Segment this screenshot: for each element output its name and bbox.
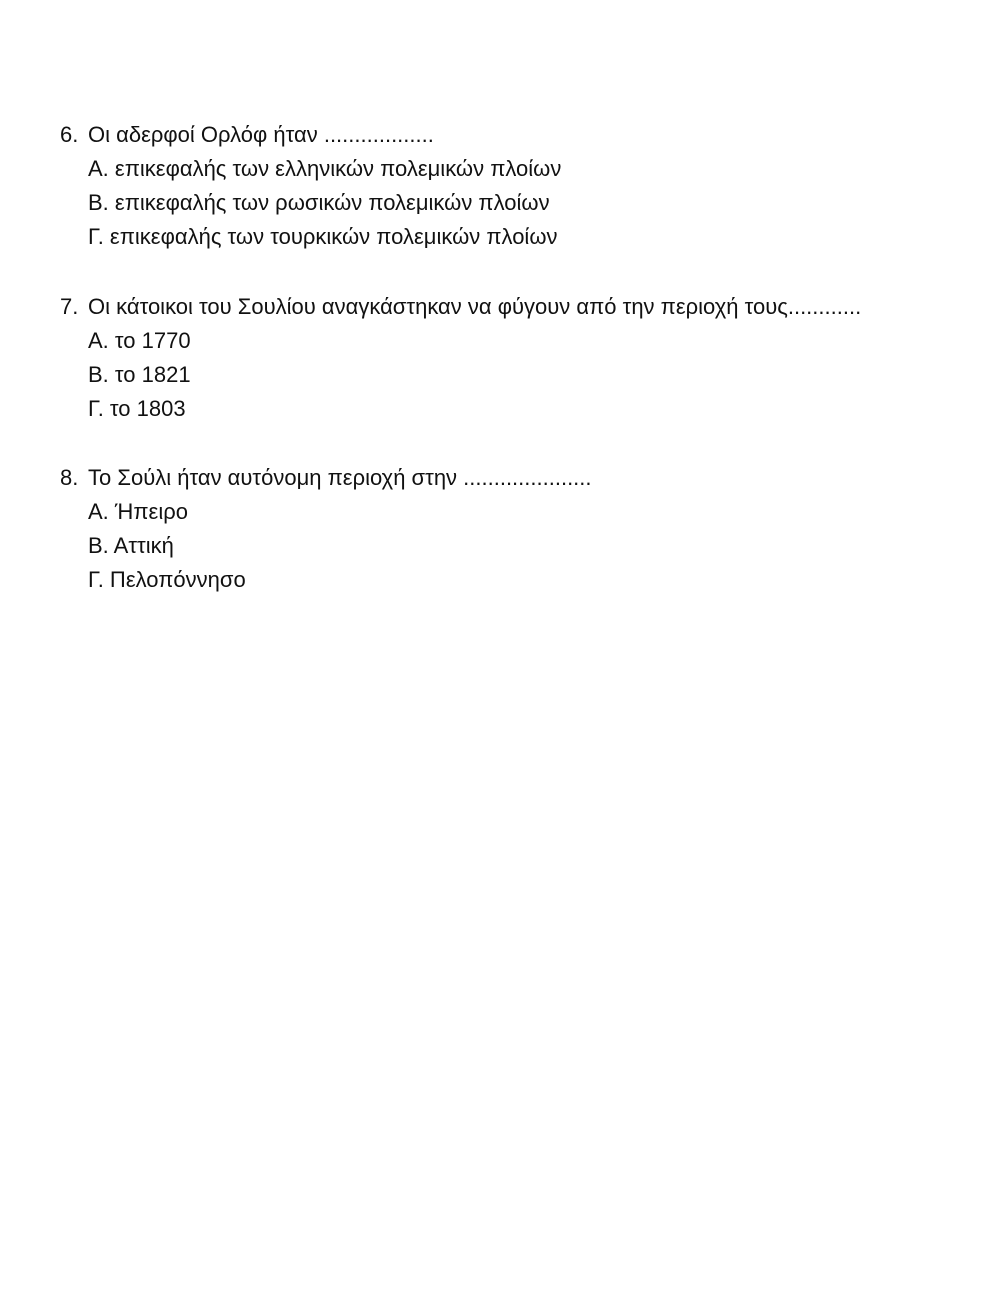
answer-option-c[interactable]: Γ. επικεφαλής των τουρκικών πολεμικών πλοίων	[88, 224, 558, 249]
answer-option-b[interactable]: Β. επικεφαλής των ρωσικών πολεμικών πλοίων	[88, 190, 550, 215]
answer-options	[60, 152, 980, 254]
answer-option-c[interactable]: Γ. το 1803	[88, 396, 186, 421]
question-number: 6.	[60, 122, 79, 147]
question-text: Οι αδερφοί Ορλόφ ήταν ..................	[88, 122, 434, 147]
question-line	[60, 290, 980, 324]
question-line	[60, 461, 980, 495]
question-number: 8.	[60, 465, 79, 490]
answer-option-a[interactable]: Α. επικεφαλής των ελληνικών πολεμικών πλοίων	[88, 156, 562, 181]
question-8	[60, 461, 980, 597]
question-number: 7.	[60, 294, 79, 319]
question-text: Το Σούλι ήταν αυτόνομη περιοχή στην .....................	[88, 465, 592, 490]
answer-options	[60, 324, 980, 426]
answer-option-a[interactable]: Α. Ήπειρο	[88, 499, 188, 524]
question-7	[60, 290, 980, 426]
question-text: Οι κάτοικοι του Σουλίου αναγκάστηκαν να φύγουν από την περιοχή τους............	[88, 294, 862, 319]
answer-option-b[interactable]: Β. Αττική	[88, 533, 174, 558]
question-6	[60, 118, 980, 254]
answer-option-a[interactable]: Α. το 1770	[88, 328, 191, 353]
answer-option-c[interactable]: Γ. Πελοπόννησο	[88, 567, 246, 592]
question-line	[60, 118, 980, 152]
answer-option-b[interactable]: Β. το 1821	[88, 362, 191, 387]
answer-options	[60, 495, 980, 597]
